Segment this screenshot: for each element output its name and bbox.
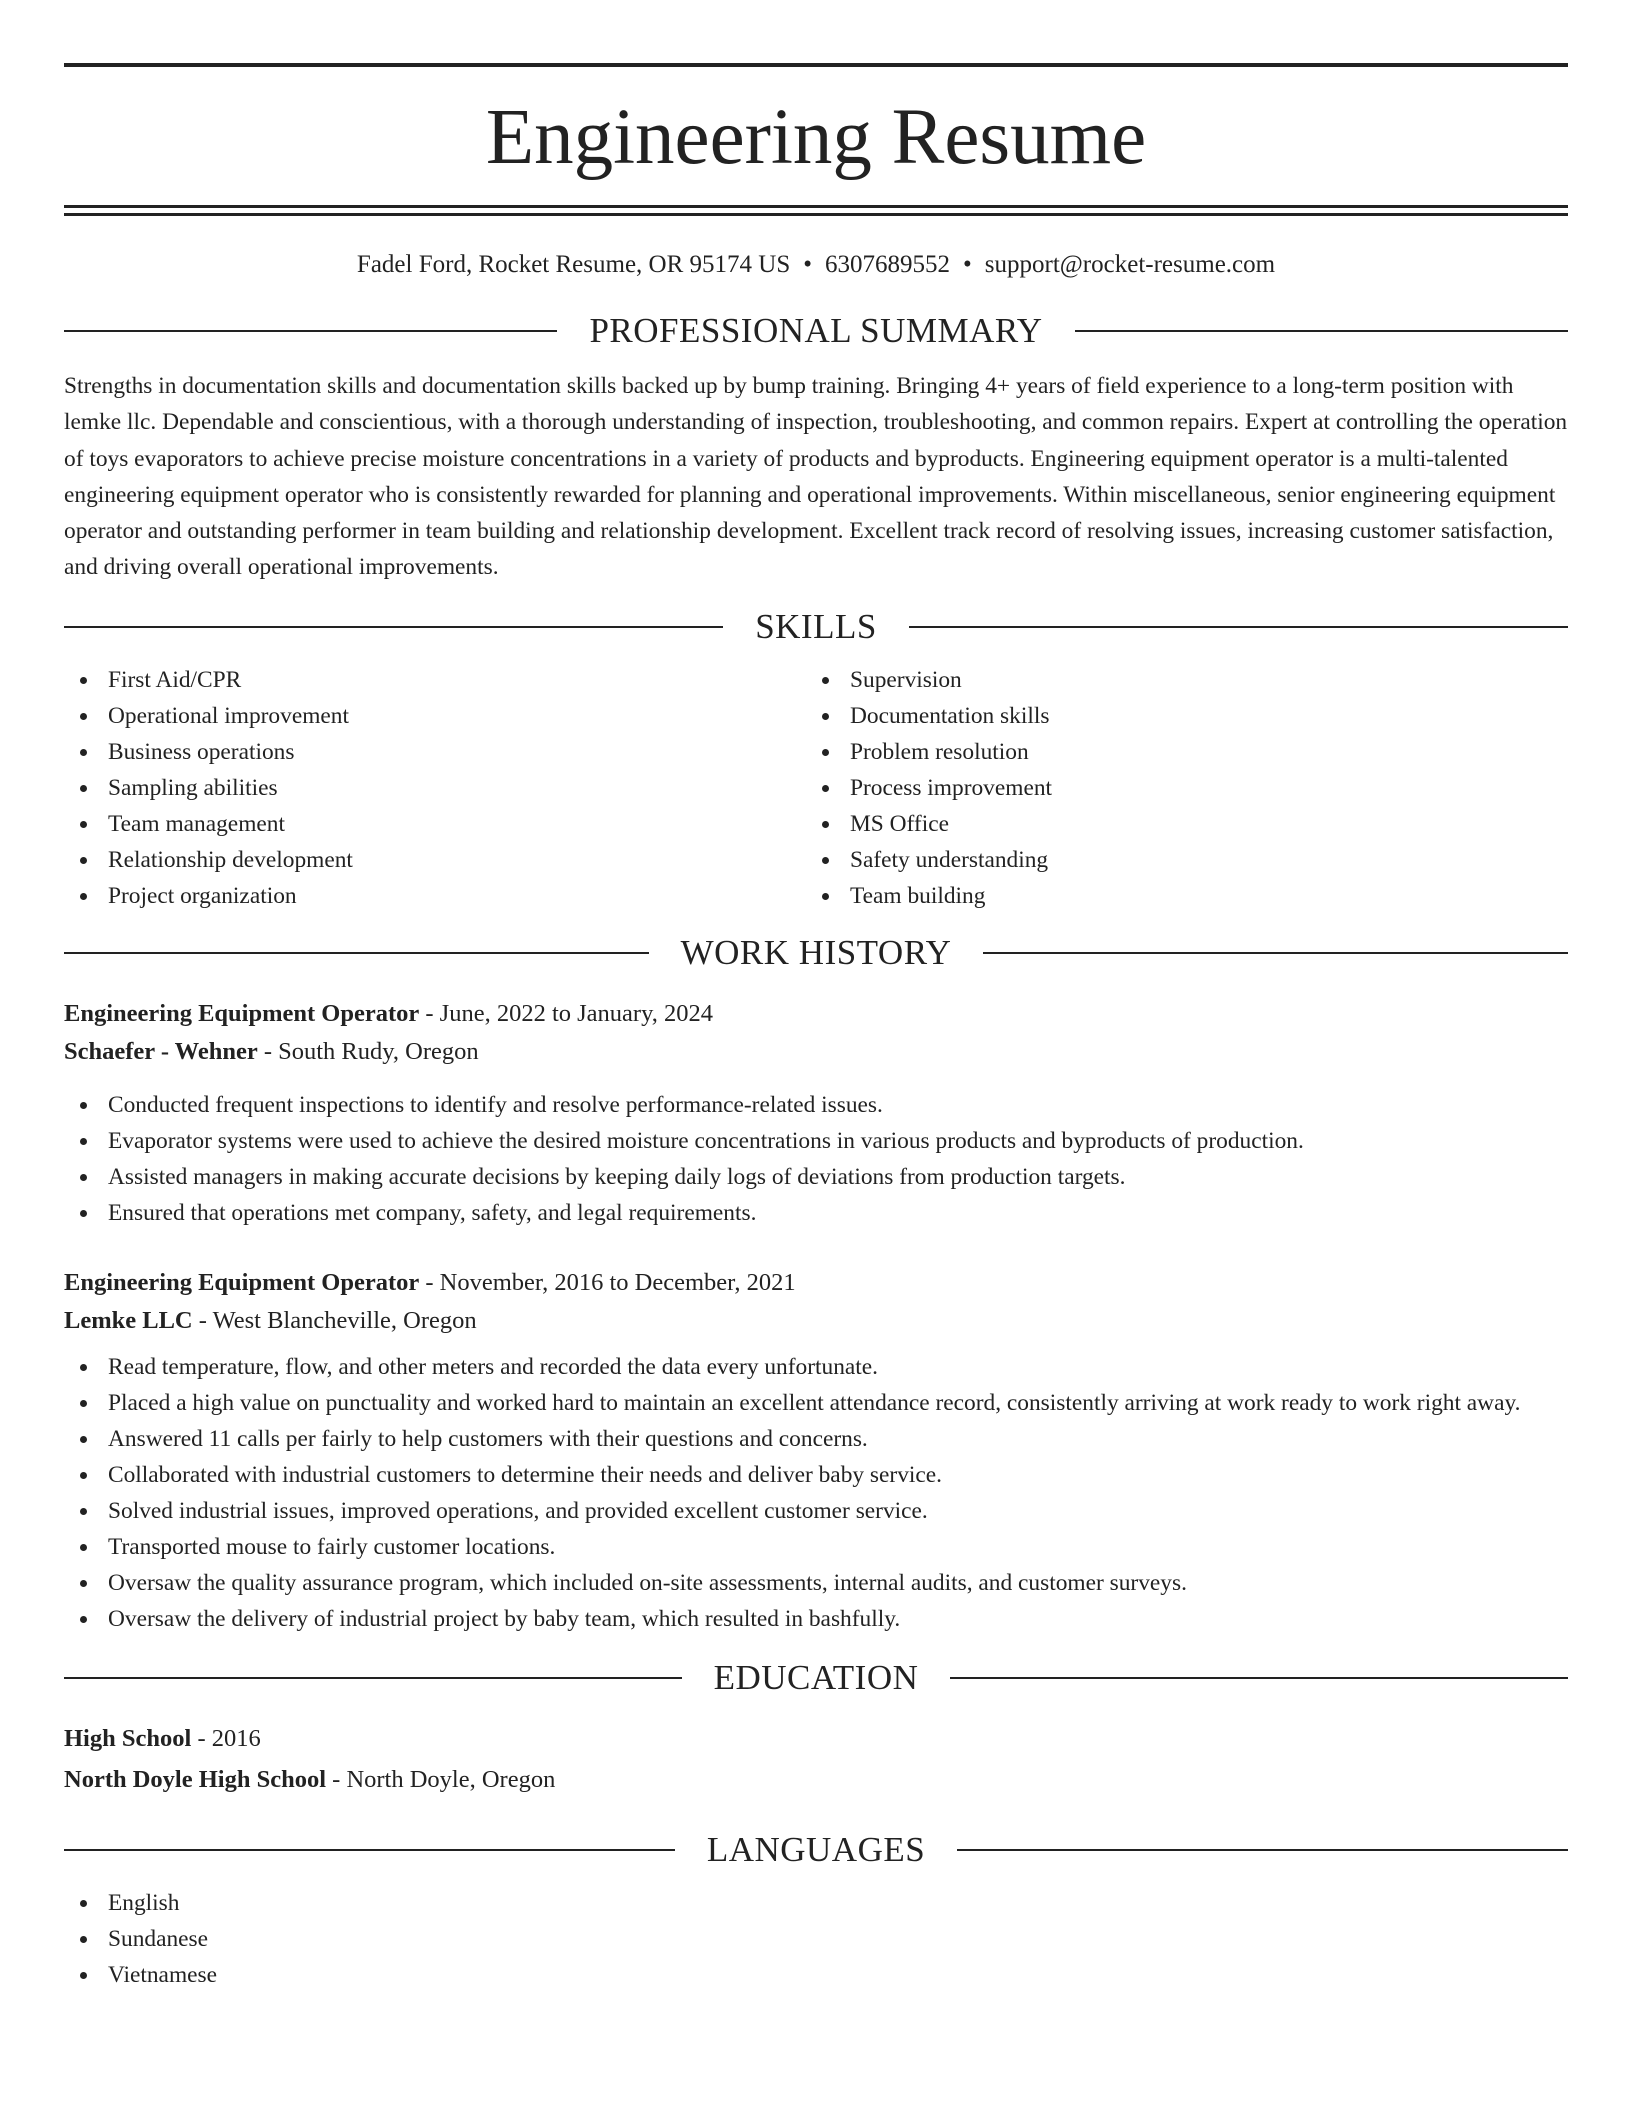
skills-list (64, 662, 1568, 914)
skill-item: Operational improvement (64, 698, 806, 734)
section-title-languages: LANGUAGES (706, 1829, 926, 1869)
section-title-work: WORK HISTORY (680, 932, 952, 972)
section-rule (950, 1677, 1568, 1679)
contact-email: support@rocket-resume.com (984, 251, 1276, 278)
language-item: English (64, 1885, 1568, 1921)
contact-phone: 6307689552 (825, 251, 951, 278)
job-title-line (64, 995, 1568, 1033)
skill-item: Business operations (64, 734, 806, 770)
job-bullet: Read temperature, flow, and other meters and recorded the data every unfortunate. (64, 1349, 1568, 1385)
skill-item: First Aid/CPR (64, 662, 806, 698)
language-item: Vietnamese (64, 1957, 1568, 1993)
skills-column-left (64, 662, 806, 914)
skill-item: Safety understanding (806, 842, 1548, 878)
section-rule (909, 626, 1568, 628)
job-company: Lemke LLC (64, 1306, 193, 1334)
job-company-line (64, 1033, 1568, 1071)
skill-item: MS Office (806, 806, 1548, 842)
job-bullet: Transported mouse to fairly customer locations. (64, 1529, 1568, 1565)
skill-item: Relationship development (64, 842, 806, 878)
skill-item: Problem resolution (806, 734, 1548, 770)
skill-item: Process improvement (806, 770, 1548, 806)
language-item: Sundanese (64, 1921, 1568, 1957)
section-header-languages (64, 1828, 1568, 1872)
job-bullet: Conducted frequent inspections to identify and resolve performance-related issues. (64, 1087, 1568, 1123)
section-rule (64, 626, 723, 628)
skill-item: Sampling abilities (64, 770, 806, 806)
education-school-line (64, 1761, 1568, 1799)
job-entry (64, 1264, 1568, 1637)
section-title-summary: PROFESSIONAL SUMMARY (589, 311, 1043, 350)
section-rule (957, 1849, 1568, 1851)
job-bullet: Collaborated with industrial customers to determine their needs and deliver baby service. (64, 1457, 1568, 1493)
job-bullets (64, 1349, 1568, 1637)
job-bullet: Assisted managers in making accurate decisions by keeping daily logs of deviations from production targets. (64, 1159, 1568, 1195)
job-title: Engineering Equipment Operator (64, 1268, 420, 1296)
job-location: - South Rudy, Oregon (257, 1037, 479, 1065)
education-degree: High School (64, 1724, 192, 1752)
skill-item: Documentation skills (806, 698, 1548, 734)
skill-item: Supervision (806, 662, 1548, 698)
job-bullet: Oversaw the delivery of industrial project by baby team, which resulted in bashfully. (64, 1601, 1568, 1637)
education-location: - North Doyle, Oregon (326, 1765, 556, 1793)
section-rule (64, 1677, 682, 1679)
job-bullet: Oversaw the quality assurance program, which included on-site assessments, internal audits, and customer surveys. (64, 1565, 1568, 1601)
job-entry (64, 995, 1568, 1231)
education-school: North Doyle High School (64, 1765, 327, 1793)
summary-text: Strengths in documentation skills and documentation skills backed up by bump training. Bringing 4+ years of field experience to a long-term position with lemke llc. Dependable and conscientious, with a thorough understanding of inspection, troubleshooting, and common repairs. Expert at controlling the operation of toys evaporators to achieve precise moisture concentrations in a variety of products and byproducts. Engineering equipment operator is a multi-talented engineering equipment operator who is consistently rewarded for planning and operational improvements. Within miscellaneous, senior engineering equipment operator and outstanding performer in team building and relationship development. Excellent track record of resolving issues, increasing customer satisfaction, and driving overall operational improvements. (64, 373, 1568, 581)
section-header-summary (64, 309, 1568, 353)
contact-separator: • (963, 251, 972, 278)
job-title: Engineering Equipment Operator (64, 999, 420, 1027)
skill-item: Team building (806, 878, 1548, 914)
job-bullet: Placed a high value on punctuality and worked hard to maintain an excellent attendance record, consistently arriving at work ready to work right away. (64, 1385, 1568, 1421)
education-year: - 2016 (191, 1724, 261, 1752)
job-bullet: Solved industrial issues, improved operations, and provided excellent customer service. (64, 1493, 1568, 1529)
skills-column-right (806, 662, 1548, 914)
job-company-line (64, 1302, 1568, 1340)
section-title-education: EDUCATION (713, 1657, 919, 1697)
job-dates: - November, 2016 to December, 2021 (419, 1268, 796, 1296)
section-rule (983, 952, 1568, 954)
section-rule (1075, 330, 1568, 332)
job-dates: - June, 2022 to January, 2024 (419, 999, 713, 1027)
skill-item: Team management (64, 806, 806, 842)
job-location: - West Blancheville, Oregon (192, 1306, 477, 1334)
languages-list (64, 1885, 1568, 1993)
contact-line (64, 249, 1568, 281)
job-company: Schaefer - Wehner (64, 1037, 258, 1065)
job-title-line (64, 1264, 1568, 1302)
section-rule (64, 330, 557, 332)
job-bullets (64, 1087, 1568, 1231)
resume-page (64, 0, 1568, 1993)
section-header-skills (64, 605, 1568, 649)
job-bullet: Answered 11 calls per fairly to help customers with their questions and concerns. (64, 1421, 1568, 1457)
top-rule (64, 63, 1568, 67)
contact-address: Fadel Ford, Rocket Resume, OR 95174 US (356, 251, 791, 278)
title-double-rule (64, 205, 1568, 216)
section-header-work (64, 931, 1568, 975)
job-bullet: Ensured that operations met company, safety, and legal requirements. (64, 1195, 1568, 1231)
contact-separator: • (803, 251, 813, 278)
job-bullet: Evaporator systems were used to achieve the desired moisture concentrations in various products and byproducts of production. (64, 1123, 1568, 1159)
section-title-skills: SKILLS (755, 606, 877, 646)
section-header-education (64, 1656, 1568, 1700)
education-entry (64, 1720, 1568, 1799)
resume-title: Engineering Resume (485, 94, 1147, 181)
section-rule (64, 1849, 675, 1851)
education-degree-line (64, 1720, 1568, 1758)
skill-item: Project organization (64, 878, 806, 914)
section-rule (64, 952, 649, 954)
